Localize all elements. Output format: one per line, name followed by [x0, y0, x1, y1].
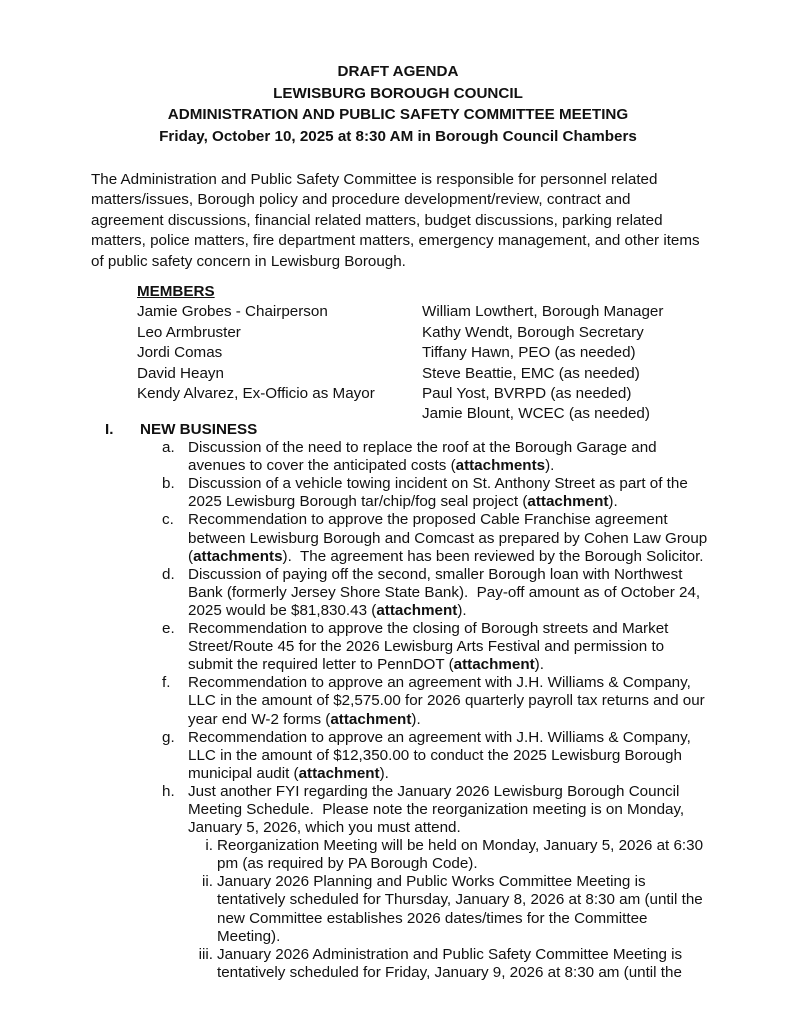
agenda-heading	[0, 421, 796, 439]
agenda-subitem-text: January 2026 Planning and Public Works Committee Meeting is tentatively scheduled for Thursday, January 8, 2026 at 8:30 am (until the new Committee establishes 2026 dates/times for the Committee Meeting).	[217, 873, 707, 945]
agenda-item-label: c.	[162, 511, 174, 529]
agenda-item	[162, 475, 710, 511]
agenda-subitem-text: January 2026 Administration and Public Safety Committee Meeting is tentatively scheduled for Friday, January 9, 2026 at 8:30 am (until the	[217, 945, 687, 981]
agenda-section-number: I.	[105, 421, 114, 438]
agenda-item	[162, 439, 710, 475]
agenda-item-label: b.	[162, 475, 175, 493]
header-line-draft-agenda: DRAFT AGENDA	[337, 63, 459, 80]
agenda-section	[0, 421, 796, 982]
member-name: William Lowthert, Borough Manager	[422, 303, 664, 321]
agenda-item	[162, 620, 710, 674]
member-name: Tiffany Hawn, PEO (as needed)	[422, 344, 636, 362]
agenda-item-text: Recommendation to approve the proposed Cable Franchise agreement between Lewisburg Borough and Comcast as prepared by Cohen Law Group (attachments). The agreement has been reviewed by the Borough Solicitor.	[188, 511, 712, 565]
agenda-item-label: d.	[162, 565, 175, 583]
header-line-council: LEWISBURG BOROUGH COUNCIL	[273, 84, 523, 102]
agenda-item	[162, 674, 710, 728]
agenda-item-label: e.	[162, 620, 175, 638]
members-column-right	[422, 302, 663, 424]
member-name: Jordi Comas	[137, 344, 223, 362]
agenda-item-text: Discussion of paying off the second, smaller Borough loan with Northwest Bank (formerly Jersey Shore State Bank). Pay-off amount as of October 24, 2025 would be $81,830.43 (attachment).	[188, 565, 705, 619]
intro-paragraph: The Administration and Public Safety Committee is responsible for personnel related matters/issues, Borough policy and procedure development/review, contract and agreement discussions, financial related matters, budget discussions, parking related matters, police matters, fire department matters, emergency management, and other items of public safety concern in Lewisburg Borough.	[91, 171, 700, 270]
agenda-item	[162, 511, 710, 565]
document-header	[0, 61, 796, 147]
member-name: Kathy Wendt, Borough Secretary	[422, 323, 644, 341]
member-name: Jamie Blount, WCEC (as needed)	[422, 405, 650, 423]
agenda-item-label: a.	[162, 439, 175, 457]
agenda-subitem	[188, 946, 710, 982]
agenda-item	[162, 783, 710, 982]
agenda-subitem-text: Reorganization Meeting will be held on Monday, January 5, 2026 at 6:30 pm (as required by PA Borough Code).	[217, 837, 708, 873]
agenda-item-label: f.	[162, 674, 171, 692]
agenda-item-label: h.	[162, 782, 175, 800]
agenda-section-title: NEW BUSINESS	[140, 421, 258, 438]
header-line-committee: ADMINISTRATION AND PUBLIC SAFETY COMMITTEE MEETING	[167, 106, 629, 123]
agenda-item-text: Discussion of a vehicle towing incident on St. Anthony Street as part of the 2025 Lewisburg Borough tar/chip/fog seal project (attachment).	[188, 475, 693, 511]
agenda-subitems	[188, 837, 710, 982]
agenda-subitem-label: iii.	[198, 945, 213, 963]
header-line-datetime: Friday, October 10, 2025 at 8:30 AM in Borough Council Chambers	[159, 127, 637, 145]
members-heading: MEMBERS	[137, 283, 215, 300]
agenda-items	[162, 439, 710, 982]
member-name: Leo Armbruster	[137, 323, 241, 341]
member-name: Kendy Alvarez, Ex-Officio as Mayor	[137, 385, 375, 403]
member-name: Steve Beattie, EMC (as needed)	[422, 364, 640, 382]
agenda-item	[162, 566, 710, 620]
member-name: David Heayn	[137, 364, 224, 382]
agenda-item-text: Recommendation to approve an agreement with J.H. Williams & Company, LLC in the amount of $12,350.00 to conduct the 2025 Lewisburg Borough municipal audit (attachment).	[188, 728, 696, 782]
member-name: Jamie Grobes - Chairperson	[137, 303, 328, 321]
agenda-item-text: Recommendation to approve the closing of Borough streets and Market Street/Route 45 for the 2026 Lewisburg Arts Festival and permission to submit the required letter to PennDOT (attachment).	[188, 620, 673, 674]
members-columns	[137, 302, 663, 424]
agenda-subitem	[188, 873, 710, 945]
members-section	[137, 282, 663, 425]
agenda-subitem	[188, 837, 710, 873]
agenda-item-text: Just another FYI regarding the January 2026 Lewisburg Borough Council Meeting Schedule. Please note the reorganization meeting is on Monday, January 5, 2026, which you must attend. i. Reorganization Meeting will be held on Monday, January 5, 2026 at 6:30 pm (as required by PA Borough Code). ii. January 2026 Planning and Public Works Committee Meeting is tentatively scheduled for Thursday, January 8, 2026 at 8:30 am (until the new Committee establishes 2026 dates/times for the Committee Meeting). iii. January 2026 Administration and Public Safety Committee Meeting is tentatively scheduled for Friday, January 9, 2026 at 8:30 am (until the	[188, 783, 710, 982]
agenda-item	[162, 729, 710, 783]
member-name: Paul Yost, BVRPD (as needed)	[422, 385, 632, 403]
agenda-item-label: g.	[162, 728, 175, 746]
members-column-left	[137, 302, 422, 424]
agenda-item-text: Discussion of the need to replace the roof at the Borough Garage and avenues to cover the anticipated costs (attachments).	[188, 439, 661, 475]
agenda-item-text: Recommendation to approve an agreement with J.H. Williams & Company, LLC in the amount of $2,575.00 for 2026 quarterly payroll tax returns and our year end W-2 forms (attachment).	[188, 674, 709, 728]
agenda-subitem-label: ii.	[202, 873, 213, 891]
agenda-subitem-label: i.	[205, 837, 213, 855]
